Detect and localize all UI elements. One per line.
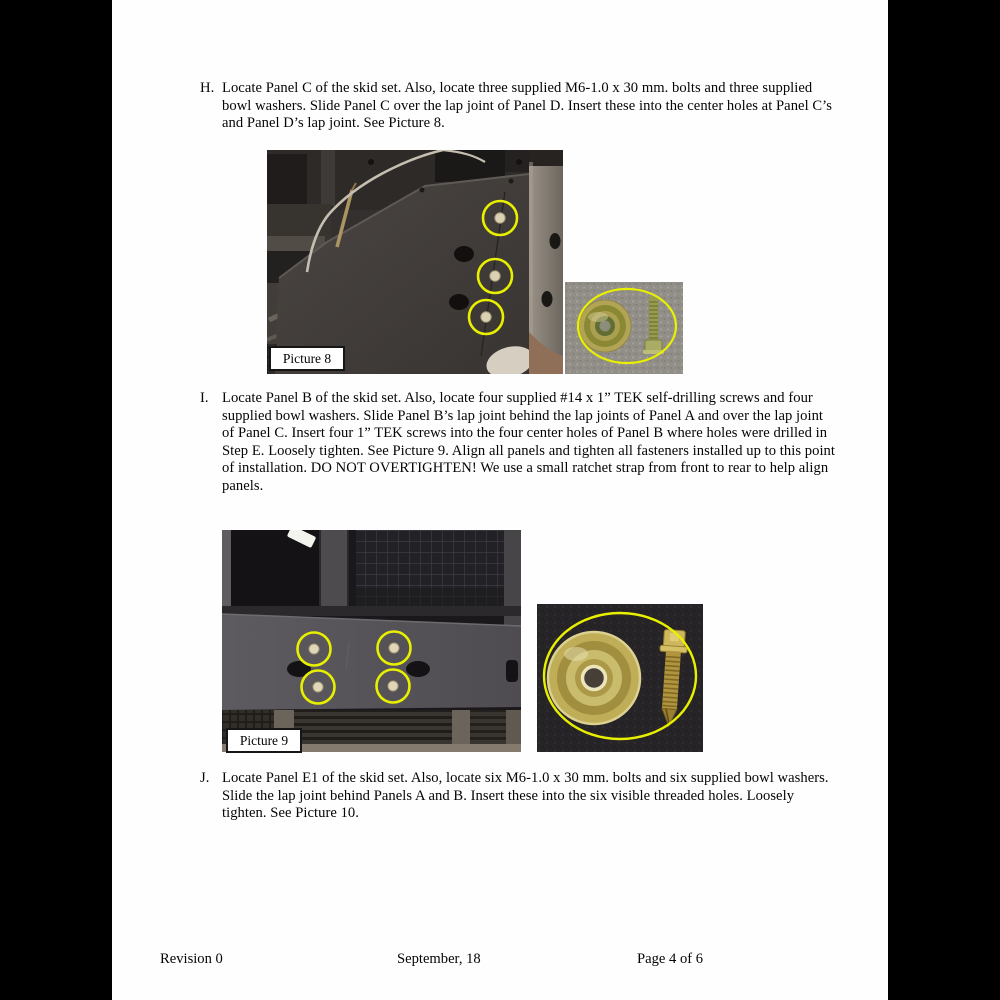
step-text: Locate Panel B of the skid set. Also, locate four supplied #14 x 1” TEK self-drilling screws and four supplied bowl washers. Slide Panel B’s lap joint behind the lap joints of Panel A and over the lap joint of Panel C. Insert four 1” TEK screws into the four center holes of Panel B where holes were drilled in Step E. Loosely tighten. See Picture 9. Align all panels and tighten all fasteners installed up to this point of installation. DO NOT OVERTIGHTEN! We use a small ratchet strap from front to rear to help align panels. [222, 390, 836, 494]
screw-head [313, 682, 323, 692]
screw-head [388, 681, 398, 691]
step-letter: I. [200, 390, 209, 406]
footer-revision: Revision 0 [160, 951, 223, 967]
bolt-head [481, 312, 491, 322]
step-letter: H. [200, 80, 215, 96]
bowl-washer [548, 632, 640, 724]
bowl-washer [579, 300, 631, 352]
panel-hole [454, 246, 474, 262]
picture-9-inset-illustration [537, 604, 703, 752]
picture-9-photo [222, 530, 521, 752]
footer-date: September, 18 [397, 951, 481, 967]
screw-head [389, 643, 399, 653]
panel-hole [449, 294, 469, 310]
screw-head [309, 644, 319, 654]
right-black-margin [888, 0, 1000, 1000]
picture-9-illustration [222, 530, 521, 752]
picture-8-label: Picture 8 [269, 346, 345, 371]
step-item-j [200, 770, 835, 823]
bolt-head [495, 213, 505, 223]
picture-8-illustration [267, 150, 563, 374]
picture-8-photo [267, 150, 563, 374]
picture-8-inset-photo [565, 282, 683, 374]
bolt-head [490, 271, 500, 281]
step-text: Locate Panel E1 of the skid set. Also, locate six M6-1.0 x 30 mm. bolts and six supplied bowl washers. Slide the lap joint behind Panels A and B. Insert these into the six visible threaded holes. Loosely tighten. See Picture 10. [222, 770, 829, 822]
picture-9-label: Picture 9 [226, 728, 302, 753]
panel-b [222, 614, 521, 710]
footer-page-number: Page 4 of 6 [637, 951, 704, 967]
step-text: Locate Panel C of the skid set. Also, locate three supplied M6-1.0 x 30 mm. bolts and three supplied bowl washers. Slide Panel C over the lap joint of Panel D. Insert these into the center holes at Panel C’s and Panel D’s lap joint. See Picture 8. [222, 80, 832, 132]
panel-slot [406, 661, 430, 677]
step-item-h [200, 80, 835, 133]
picture-8-inset-illustration [565, 282, 683, 374]
picture-9-inset-photo [537, 604, 703, 752]
step-letter: J. [200, 770, 210, 786]
left-black-margin [0, 0, 112, 1000]
step-item-i [200, 390, 835, 496]
